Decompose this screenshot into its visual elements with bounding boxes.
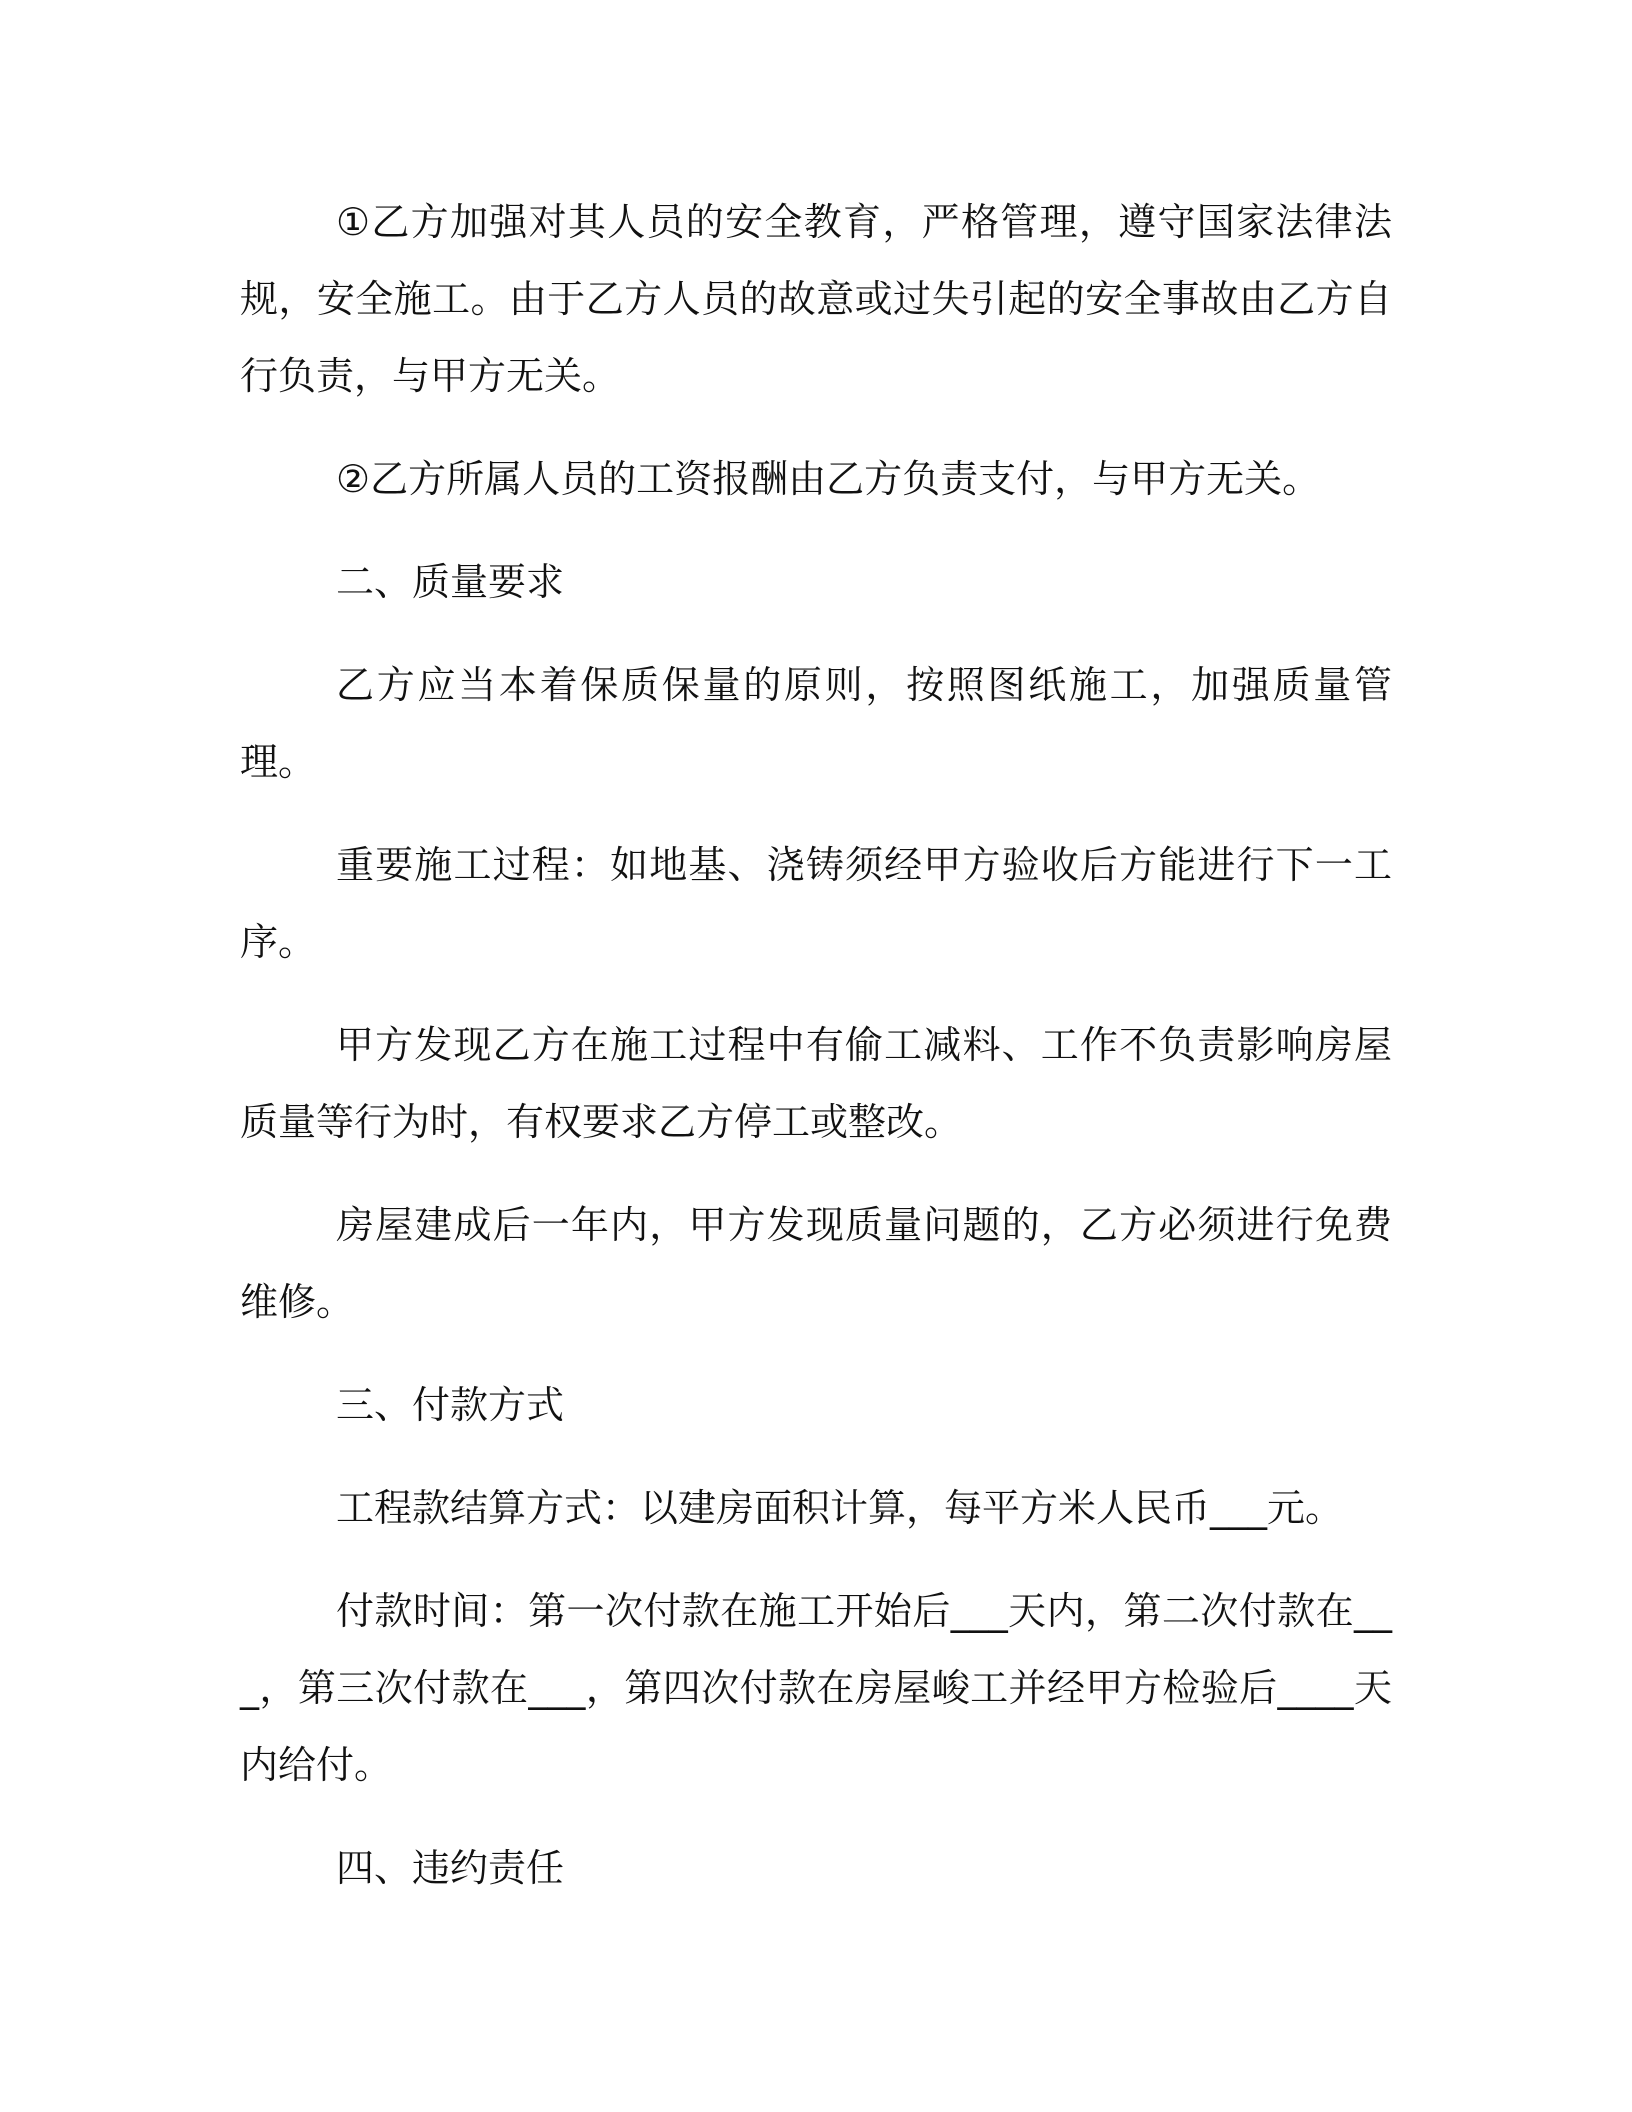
inspection-paragraph: 重要施工过程：如地基、浇铸须经甲方验收后方能进行下一工序。 xyxy=(240,843,1392,964)
section-heading-quality: 二、质量要求 xyxy=(336,560,565,604)
section-heading-payment: 三、付款方式 xyxy=(336,1383,565,1427)
document-body xyxy=(240,184,1392,1933)
section-heading-liability: 四、违约责任 xyxy=(336,1846,565,1890)
warranty-paragraph: 房屋建成后一年内，甲方发现质量问题的，乙方必须进行免费维修。 xyxy=(240,1203,1392,1324)
rectification-paragraph: 甲方发现乙方在施工过程中有偷工减料、工作不负责影响房屋质量等行为时，有权要求乙方停工或整改。 xyxy=(240,1023,1392,1144)
quality-principle-paragraph: 乙方应当本着保质保量的原则，按照图纸施工，加强质量管理。 xyxy=(240,663,1392,784)
settlement-paragraph: 工程款结算方式：以建房面积计算，每平方米人民币___元。 xyxy=(336,1486,1344,1530)
payment-schedule-paragraph: 付款时间：第一次付款在施工开始后___天内，第二次付款在___，第三次付款在___，第四次付款在房屋峻工并经甲方检验后____天内给付。 xyxy=(240,1589,1392,1787)
wage-clause-paragraph: ②乙方所属人员的工资报酬由乙方负责支付，与甲方无关。 xyxy=(336,457,1321,501)
safety-clause-paragraph: ①乙方加强对其人员的安全教育，严格管理，遵守国家法律法规，安全施工。由于乙方人员的故意或过失引起的安全事故由乙方自行负责，与甲方无关。 xyxy=(240,200,1392,398)
